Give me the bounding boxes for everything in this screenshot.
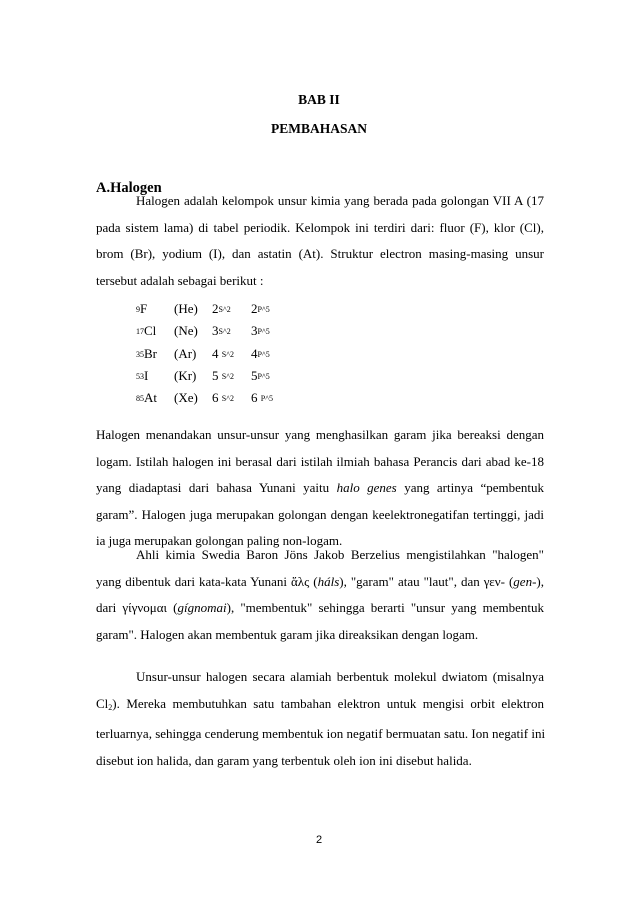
element-symbol: At	[144, 390, 157, 405]
greek-word: ἅλς	[290, 573, 310, 589]
greek-word: γεν-	[483, 573, 505, 589]
intro-paragraph	[96, 188, 544, 294]
paragraph-line: terluarnya, sehingga cenderung membentuk ion negatif bermuatan satu. Ion negatif ini	[96, 726, 546, 741]
core-config: (Ar)	[174, 346, 197, 361]
paragraph-line: Halogen menandakan unsur-unsur yang menghasilkan garam jika bereaksi dengan	[96, 427, 544, 442]
s-orbital: S^2	[218, 327, 231, 336]
p-orbital: P^5	[257, 372, 270, 381]
p-coefficient: 2	[251, 301, 258, 316]
p-coefficient: 4	[251, 346, 258, 361]
intro-line: brom (Br), yodium (I), dan astatin (At). Struktur electron masing-masing unsur	[96, 246, 544, 261]
paragraph-line: Ahli kimia Swedia Baron Jöns Jakob Berzelius mengistilahkan "halogen"	[136, 547, 544, 562]
p-coefficient: 5	[251, 368, 258, 383]
paragraph-line: yang dibentuk dari kata-kata Yunani ἅλς (háls), "garam" atau "laut", dan γεν- (gen-),	[96, 573, 544, 589]
s-coefficient: 3	[212, 323, 219, 338]
intro-line: tersebut adalah sebagai berikut :	[96, 272, 264, 288]
config-row-f	[0, 301, 638, 323]
paragraph-2	[96, 422, 544, 555]
s-orbital: S^2	[218, 305, 231, 314]
atomic-number: 53	[136, 372, 144, 381]
paragraph-line: disebut ion halida, dan garam yang terbentuk oleh ion ini disebut halida.	[96, 752, 472, 768]
element-symbol: Br	[144, 346, 157, 361]
intro-line: Halogen adalah kelompok unsur kimia yang berada pada golongan VII A (17	[136, 193, 544, 208]
atomic-number: 85	[136, 394, 144, 403]
atomic-number: 35	[136, 350, 144, 359]
s-coefficient: 5	[212, 368, 222, 383]
greek-word: γίγνομαι	[122, 600, 168, 615]
paragraph-4	[96, 664, 544, 774]
s-coefficient: 2	[212, 301, 219, 316]
atomic-number: 9	[136, 305, 140, 314]
core-config: (Xe)	[174, 390, 198, 405]
atomic-number: 17	[136, 327, 144, 336]
core-config: (He)	[174, 301, 198, 316]
chapter-label: BAB II	[298, 92, 340, 107]
paragraph-line: yang diadaptasi dari bahasa Yunani yaitu halo genes yang artinya “pembentuk	[96, 480, 544, 495]
italic-term: háls	[317, 573, 340, 589]
subscript: 2	[108, 702, 113, 712]
chapter-title: PEMBAHASAN	[270, 121, 367, 136]
section-heading: A.Halogen	[96, 180, 162, 196]
config-row-cl	[0, 323, 638, 345]
italic-term: gígnomai	[177, 600, 227, 615]
p-coefficient: 3	[251, 323, 258, 338]
paragraph-line: Unsur-unsur halogen secara alamiah berbentuk molekul dwiatom (misalnya	[136, 669, 544, 684]
s-orbital: S^2	[221, 394, 234, 403]
element-symbol: I	[144, 368, 149, 383]
page-number: 2	[315, 834, 323, 846]
core-config: (Kr)	[174, 368, 197, 383]
config-row-i	[0, 368, 638, 390]
core-config: (Ne)	[174, 323, 198, 338]
paragraph-line: logam. Istilah halogen ini berasal dari istilah ilmiah bahasa Perancis dari abad ke-18	[96, 453, 544, 469]
element-symbol: Cl	[144, 323, 157, 338]
intro-line: pada sistem lama) di tabel periodik. Kelompok ini terdiri dari: fluor (F), klor (Cl),	[96, 219, 544, 235]
italic-term: gen-	[513, 573, 537, 589]
paragraph-line: dari γίγνομαι (gígnomai), "membentuk" sehingga berarti "unsur yang membentuk	[96, 600, 544, 615]
element-symbol: F	[140, 301, 148, 316]
paragraph-line: $Cl_2$). Mereka membutuhkan satu tambahan elektron untuk mengisi orbit elektron	[96, 695, 544, 712]
s-orbital: S^2	[221, 350, 234, 359]
paragraph-line: garam”. Halogen juga merupakan golongan dengan keelektronegatifan tertinggi, jadi	[96, 506, 544, 522]
s-coefficient: 6	[212, 390, 222, 405]
paragraph-line: ia juga merupakan golongan paling non-logam.	[96, 533, 343, 548]
p-orbital: P^5	[257, 350, 270, 359]
paragraph-3	[96, 542, 544, 648]
config-row-br	[0, 346, 638, 368]
p-orbital: P^5	[260, 394, 273, 403]
p-orbital: P^5	[257, 305, 270, 314]
p-coefficient: 6	[251, 390, 261, 405]
s-coefficient: 4	[212, 346, 222, 361]
p-orbital: P^5	[257, 327, 270, 336]
s-orbital: S^2	[221, 372, 234, 381]
paragraph-line: garam". Halogen akan membentuk garam jika direaksikan dengan logam.	[96, 626, 479, 642]
config-row-at	[0, 390, 638, 412]
